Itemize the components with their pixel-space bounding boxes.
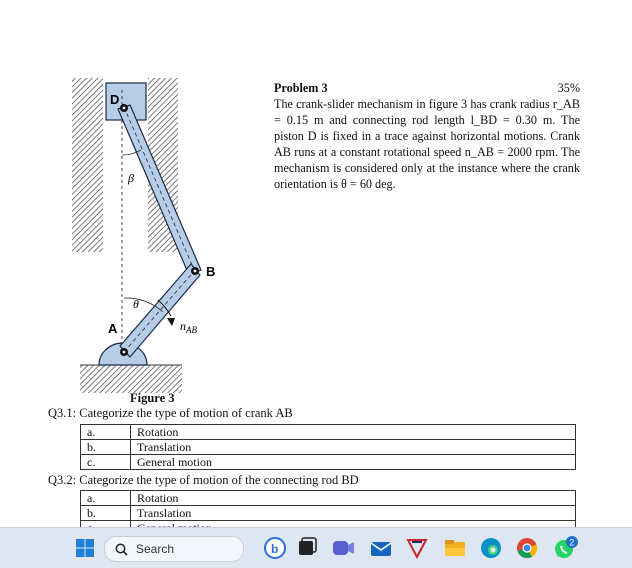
figure-caption: Figure 3 — [130, 391, 175, 405]
problem-weight: 35% — [557, 81, 580, 95]
taskbar-search[interactable] — [104, 536, 244, 562]
option-row[interactable] — [81, 506, 576, 521]
option-letter: a. — [81, 425, 131, 440]
option-letter: b. — [81, 506, 131, 521]
label-b: B — [206, 264, 216, 279]
vpn-shield-icon[interactable] — [404, 535, 430, 561]
windows-start-icon[interactable] — [72, 535, 98, 561]
option-row[interactable] — [81, 491, 576, 506]
search-label: Search — [136, 542, 175, 556]
option-letter: b. — [81, 440, 131, 455]
option-letter: c. — [81, 455, 131, 470]
task-view-icon[interactable] — [294, 535, 320, 561]
option-label: Translation — [131, 506, 576, 521]
question-3-1: Q3.1: Categorize the type of motion of crank AB — [48, 406, 293, 420]
left-guide-wall — [72, 78, 103, 252]
taskbar — [0, 527, 632, 568]
option-row[interactable] — [81, 425, 576, 440]
label-beta: β — [128, 171, 134, 185]
option-label: General motion — [131, 455, 576, 470]
problem-text: The crank-slider mechanism in figure 3 has crank radius r_AB = 0.15 m and connecting rod length l_BD = 0.30 m. The piston D is fixed in a trace against horizontal motions. Crank AB runs at a constant rotational speed n_AB = 2000 rpm. The mechanism is considered only at the instance where the crank orientation is θ = 60 deg. — [274, 97, 580, 191]
mail-icon[interactable] — [368, 535, 394, 561]
whatsapp-badge: 2 — [569, 537, 575, 548]
label-d: D — [110, 92, 120, 107]
edge-icon[interactable] — [478, 535, 504, 561]
file-explorer-icon[interactable] — [442, 535, 468, 561]
mechanism-figure — [0, 0, 270, 400]
option-label: Rotation — [131, 491, 576, 506]
chrome-icon[interactable] — [514, 535, 540, 561]
option-letter: a. — [81, 491, 131, 506]
label-n-main: n — [180, 319, 186, 333]
label-theta: θ — [133, 297, 139, 311]
label-a: A — [108, 321, 118, 336]
bing-chat-icon[interactable] — [262, 535, 288, 561]
search-icon — [115, 543, 128, 556]
ground-hatch — [80, 365, 182, 393]
teams-meet-icon[interactable] — [330, 535, 356, 561]
question-3-1-options — [80, 424, 576, 470]
label-n — [180, 319, 197, 335]
option-label: Translation — [131, 440, 576, 455]
crank-ab — [120, 264, 200, 357]
option-row[interactable] — [81, 455, 576, 470]
label-n-sub: AB — [186, 325, 197, 335]
question-3-2: Q3.2: Categorize the type of motion of the connecting rod BD — [48, 473, 359, 487]
problem-title: Problem 3 — [274, 81, 328, 95]
whatsapp-icon[interactable] — [552, 535, 578, 561]
svg-text:b: b — [271, 542, 279, 556]
option-label: Rotation — [131, 425, 576, 440]
problem-statement — [274, 80, 580, 192]
option-row[interactable] — [81, 440, 576, 455]
